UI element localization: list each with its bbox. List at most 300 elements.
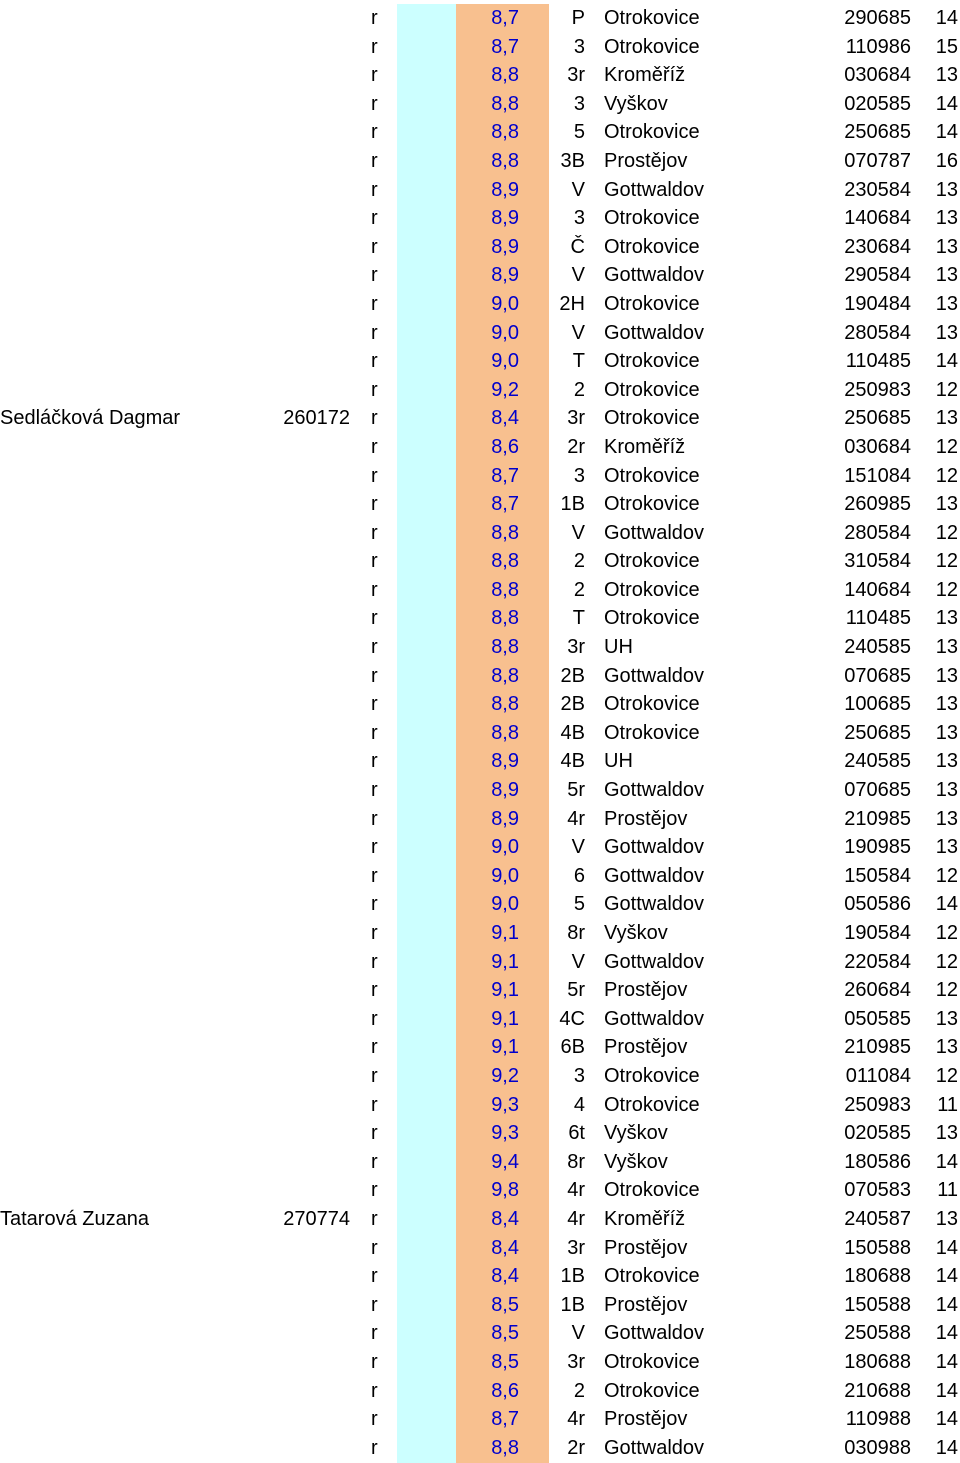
venue-city: Gottwaldov (604, 1007, 705, 1030)
table-row (0, 976, 960, 1005)
placement: 2 (573, 1379, 585, 1402)
athlete-age: 15 (935, 35, 958, 58)
venue-city: Vyškov (604, 1122, 668, 1145)
athlete-age: 14 (935, 1150, 958, 1173)
record-type: r (371, 521, 378, 544)
table-row (0, 33, 960, 62)
result-time: 8,8 (491, 64, 519, 87)
athlete-age: 12 (935, 578, 958, 601)
record-type: r (371, 7, 378, 29)
table-row (0, 204, 960, 233)
event-date: 050586 (844, 893, 911, 916)
athlete-age: 14 (935, 893, 958, 916)
venue-city: Kroměříž (604, 435, 686, 458)
record-type: r (371, 1265, 378, 1288)
event-date: 230684 (844, 235, 911, 258)
record-type: r (371, 1236, 378, 1259)
placement: 3r (567, 64, 585, 87)
birth-date: 260172 (283, 407, 350, 430)
result-time: 9,1 (491, 1007, 519, 1030)
result-time: 8,7 (491, 7, 519, 29)
athlete-age: 13 (935, 693, 958, 716)
event-date: 011084 (845, 1064, 911, 1087)
result-time: 8,7 (491, 493, 519, 516)
results-table (0, 4, 960, 1462)
event-date: 250983 (844, 1093, 911, 1116)
result-time: 8,5 (491, 1293, 519, 1316)
placement: 6 (573, 864, 585, 887)
athlete-age: 14 (935, 1293, 958, 1316)
venue-city: Otrokovice (604, 550, 700, 573)
result-time: 8,9 (491, 178, 519, 201)
placement: 3 (573, 207, 585, 230)
result-time: 8,8 (491, 92, 519, 115)
result-time: 8,5 (491, 1322, 519, 1345)
result-time: 9,1 (491, 950, 519, 973)
record-type: r (371, 207, 378, 230)
athlete-age: 14 (935, 1408, 958, 1431)
athlete-age: 12 (935, 922, 958, 944)
venue-city: Gottwaldov (604, 664, 705, 687)
placement: V (571, 950, 585, 973)
table-row (0, 90, 960, 119)
athlete-age: 12 (935, 864, 958, 887)
placement: 6t (568, 1122, 585, 1145)
placement: T (572, 607, 585, 630)
record-type: r (371, 149, 378, 172)
record-type: r (371, 235, 378, 258)
table-row (0, 4, 960, 33)
event-date: 180688 (844, 1265, 911, 1288)
athlete-age: 16 (935, 149, 958, 172)
athlete-age: 13 (935, 721, 958, 744)
table-row (0, 433, 960, 462)
table-row (0, 1033, 960, 1062)
record-type: r (371, 264, 378, 287)
placement: V (571, 264, 585, 287)
record-type: r (371, 121, 378, 144)
venue-city: Gottwaldov (604, 264, 705, 287)
athlete-age: 14 (935, 1265, 958, 1288)
placement: 2 (573, 578, 585, 601)
venue-city: Otrokovice (604, 1064, 700, 1087)
placement: Č (570, 235, 585, 258)
record-type: r (371, 1207, 378, 1230)
athlete-age: 12 (935, 378, 958, 401)
placement: V (571, 178, 585, 201)
venue-city: Gottwaldov (604, 864, 705, 887)
athlete-age: 14 (935, 1436, 958, 1459)
table-row (0, 747, 960, 776)
record-type: r (371, 721, 378, 744)
event-date: 240587 (844, 1207, 911, 1230)
event-date: 250685 (844, 121, 911, 144)
athlete-age: 12 (935, 1064, 958, 1087)
event-date: 050585 (844, 1007, 911, 1030)
result-time: 9,1 (491, 1036, 519, 1059)
result-time: 9,0 (491, 864, 519, 887)
event-date: 150588 (844, 1293, 911, 1316)
result-time: 8,8 (491, 1436, 519, 1459)
venue-city: Otrokovice (604, 578, 700, 601)
placement: V (571, 1322, 585, 1345)
result-time: 8,8 (491, 721, 519, 744)
table-row (0, 1148, 960, 1177)
athlete-age: 13 (935, 607, 958, 630)
athlete-age: 13 (935, 836, 958, 859)
placement: 4B (560, 721, 585, 744)
record-type: r (371, 350, 378, 373)
result-time: 9,0 (491, 321, 519, 344)
event-date: 190584 (844, 922, 911, 944)
result-time: 8,4 (491, 407, 519, 430)
result-time: 9,1 (491, 979, 519, 1002)
venue-city: Prostějov (604, 979, 688, 1002)
athlete-age: 14 (935, 1379, 958, 1402)
athlete-age: 14 (935, 1236, 958, 1259)
record-type: r (371, 636, 378, 659)
placement: 2 (573, 550, 585, 573)
placement: 4r (567, 1179, 585, 1202)
athlete-age: 13 (935, 779, 958, 802)
venue-city: Otrokovice (604, 207, 700, 230)
athlete-age: 13 (935, 493, 958, 516)
athlete-age: 13 (935, 235, 958, 258)
table-row (0, 61, 960, 90)
record-type: r (371, 35, 378, 58)
athlete-age: 14 (935, 1350, 958, 1373)
athlete-age: 13 (935, 636, 958, 659)
result-time: 8,9 (491, 750, 519, 773)
table-row (0, 462, 960, 491)
event-date: 070583 (844, 1179, 911, 1202)
result-time: 8,9 (491, 207, 519, 230)
venue-city: Otrokovice (604, 1265, 700, 1288)
venue-city: Gottwaldov (604, 521, 705, 544)
event-date: 240585 (844, 750, 911, 773)
athlete-age: 12 (935, 435, 958, 458)
record-type: r (371, 893, 378, 916)
venue-city: Kroměříž (604, 1207, 686, 1230)
venue-city: Otrokovice (604, 1179, 700, 1202)
placement: 2B (560, 664, 585, 687)
placement: 4C (559, 1007, 585, 1030)
venue-city: Otrokovice (604, 493, 700, 516)
record-type: r (371, 1408, 378, 1431)
table-row (0, 261, 960, 290)
venue-city: Prostějov (604, 1293, 688, 1316)
record-type: r (371, 1036, 378, 1059)
placement: 1B (560, 1293, 585, 1316)
venue-city: Otrokovice (604, 378, 700, 401)
athlete-age: 13 (935, 207, 958, 230)
table-row (0, 490, 960, 519)
result-time: 9,8 (491, 1179, 519, 1202)
record-type: r (371, 1293, 378, 1316)
record-type: r (371, 64, 378, 87)
record-type: r (371, 807, 378, 830)
event-date: 151084 (844, 464, 911, 487)
table-row (0, 1319, 960, 1348)
placement: 4 (573, 1093, 585, 1116)
athlete-age: 13 (935, 750, 958, 773)
athlete-age: 13 (935, 321, 958, 344)
event-date: 210985 (844, 1036, 911, 1059)
placement: 4B (560, 750, 585, 773)
event-date: 110988 (845, 1408, 911, 1431)
table-row (0, 1005, 960, 1034)
event-date: 290584 (844, 264, 911, 287)
table-row (0, 805, 960, 834)
placement: 5r (567, 779, 585, 802)
athlete-age: 13 (935, 1207, 958, 1230)
event-date: 020585 (844, 92, 911, 115)
record-type: r (371, 292, 378, 315)
record-type: r (371, 750, 378, 773)
venue-city: Otrokovice (604, 1379, 700, 1402)
venue-city: Gottwaldov (604, 779, 705, 802)
table-row (0, 1291, 960, 1320)
athlete-age: 13 (935, 264, 958, 287)
event-date: 070787 (844, 149, 911, 172)
athlete-age: 13 (935, 1007, 958, 1030)
result-time: 8,7 (491, 35, 519, 58)
placement: 2r (567, 435, 585, 458)
result-time: 8,9 (491, 807, 519, 830)
event-date: 250685 (844, 407, 911, 430)
athlete-age: 14 (935, 92, 958, 115)
event-date: 110986 (845, 35, 911, 58)
result-time: 8,4 (491, 1265, 519, 1288)
event-date: 140684 (844, 207, 911, 230)
venue-city: Otrokovice (604, 292, 700, 315)
result-time: 8,9 (491, 235, 519, 258)
table-row (0, 604, 960, 633)
venue-city: Prostějov (604, 1236, 688, 1259)
result-time: 9,0 (491, 893, 519, 916)
placement: 3r (567, 1236, 585, 1259)
athlete-name: Sedláčková Dagmar (0, 407, 181, 430)
table-row (0, 690, 960, 719)
venue-city: Gottwaldov (604, 836, 705, 859)
venue-city: UH (604, 636, 633, 659)
placement: 2B (560, 693, 585, 716)
result-time: 8,8 (491, 636, 519, 659)
athlete-age: 13 (935, 807, 958, 830)
record-type: r (371, 779, 378, 802)
table-row (0, 290, 960, 319)
event-date: 030684 (844, 435, 911, 458)
event-date: 070685 (844, 664, 911, 687)
venue-city: Otrokovice (604, 350, 700, 373)
venue-city: Gottwaldov (604, 321, 705, 344)
event-date: 240585 (844, 636, 911, 659)
record-type: r (371, 321, 378, 344)
record-type: r (371, 1122, 378, 1145)
table-row (0, 404, 960, 433)
placement: 3r (567, 407, 585, 430)
result-time: 9,2 (491, 378, 519, 401)
event-date: 220584 (844, 950, 911, 973)
result-time: 8,4 (491, 1236, 519, 1259)
event-date: 250588 (844, 1322, 911, 1345)
venue-city: Prostějov (604, 1408, 688, 1431)
record-type: r (371, 178, 378, 201)
venue-city: Otrokovice (604, 1093, 700, 1116)
record-type: r (371, 464, 378, 487)
event-date: 250685 (844, 721, 911, 744)
placement: 2H (559, 292, 585, 315)
venue-city: Prostějov (604, 807, 688, 830)
placement: 2r (567, 1436, 585, 1459)
table-row (0, 948, 960, 977)
venue-city: Otrokovice (604, 464, 700, 487)
event-date: 250983 (844, 378, 911, 401)
event-date: 210688 (844, 1379, 911, 1402)
result-time: 8,8 (491, 607, 519, 630)
result-time: 8,8 (491, 550, 519, 573)
event-date: 280584 (844, 321, 911, 344)
athlete-age: 12 (935, 521, 958, 544)
placement: 6B (560, 1036, 585, 1059)
athlete-age: 11 (937, 1093, 958, 1116)
table-row (0, 1091, 960, 1120)
placement: 5r (567, 979, 585, 1002)
table-row (0, 1062, 960, 1091)
event-date: 030684 (844, 64, 911, 87)
table-row (0, 1176, 960, 1205)
record-type: r (371, 1150, 378, 1173)
result-time: 9,3 (491, 1093, 519, 1116)
event-date: 260684 (844, 979, 911, 1002)
placement: 4r (567, 1408, 585, 1431)
event-date: 180688 (844, 1350, 911, 1373)
result-time: 8,8 (491, 521, 519, 544)
record-type: r (371, 578, 378, 601)
event-date: 260985 (844, 493, 911, 516)
placement: 8r (567, 1150, 585, 1173)
record-type: r (371, 864, 378, 887)
venue-city: Kroměříž (604, 64, 686, 87)
result-time: 8,7 (491, 464, 519, 487)
result-time: 8,4 (491, 1207, 519, 1230)
table-row (0, 519, 960, 548)
placement: 3 (573, 35, 585, 58)
result-time: 8,7 (491, 1408, 519, 1431)
venue-city: Otrokovice (604, 1350, 700, 1373)
result-time: 8,9 (491, 779, 519, 802)
table-row (0, 1119, 960, 1148)
venue-city: Otrokovice (604, 35, 700, 58)
result-time: 8,8 (491, 149, 519, 172)
athlete-age: 13 (935, 664, 958, 687)
birth-date: 270774 (283, 1207, 350, 1230)
record-type: r (371, 435, 378, 458)
venue-city: Otrokovice (604, 235, 700, 258)
placement: 3 (573, 1064, 585, 1087)
result-time: 9,1 (491, 922, 519, 944)
venue-city: Otrokovice (604, 121, 700, 144)
record-type: r (371, 378, 378, 401)
table-row (0, 147, 960, 176)
venue-city: Vyškov (604, 1150, 668, 1173)
record-type: r (371, 836, 378, 859)
table-row (0, 319, 960, 348)
table-row (0, 919, 960, 948)
event-date: 030988 (844, 1436, 911, 1459)
event-date: 190484 (844, 292, 911, 315)
record-type: r (371, 1322, 378, 1345)
athlete-age: 13 (935, 64, 958, 87)
record-type: r (371, 493, 378, 516)
venue-city: Vyškov (604, 922, 668, 944)
placement: 8r (567, 922, 585, 944)
venue-city: Gottwaldov (604, 893, 705, 916)
venue-city: Prostějov (604, 1036, 688, 1059)
table-row (0, 1434, 960, 1463)
result-time: 9,4 (491, 1150, 519, 1173)
placement: 5 (573, 893, 585, 916)
event-date: 190985 (844, 836, 911, 859)
record-type: r (371, 407, 378, 430)
event-date: 110485 (845, 607, 911, 630)
placement: 2 (573, 378, 585, 401)
table-row (0, 376, 960, 405)
placement: 4r (567, 1207, 585, 1230)
table-row (0, 1377, 960, 1406)
event-date: 310584 (844, 550, 911, 573)
result-time: 8,5 (491, 1350, 519, 1373)
table-row (0, 347, 960, 376)
event-date: 210985 (844, 807, 911, 830)
placement: 1B (560, 1265, 585, 1288)
placement: P (571, 7, 585, 29)
event-date: 020585 (844, 1122, 911, 1145)
placement: 3r (567, 1350, 585, 1373)
event-date: 280584 (844, 521, 911, 544)
result-time: 8,8 (491, 664, 519, 687)
venue-city: Vyškov (604, 92, 668, 115)
table-row (0, 547, 960, 576)
venue-city: Prostějov (604, 149, 688, 172)
placement: 3 (573, 464, 585, 487)
result-time: 9,0 (491, 350, 519, 373)
table-row (0, 233, 960, 262)
placement: V (571, 521, 585, 544)
athlete-age: 12 (935, 950, 958, 973)
athlete-age: 14 (935, 7, 958, 29)
venue-city: Gottwaldov (604, 950, 705, 973)
event-date: 110485 (845, 350, 911, 373)
record-type: r (371, 693, 378, 716)
table-row (0, 118, 960, 147)
table-row (0, 576, 960, 605)
table-row (0, 633, 960, 662)
placement: 1B (560, 493, 585, 516)
table-row (0, 890, 960, 919)
record-type: r (371, 1064, 378, 1087)
athlete-age: 14 (935, 121, 958, 144)
athlete-age: 11 (937, 1179, 958, 1202)
result-time: 8,6 (491, 1379, 519, 1402)
result-time: 8,9 (491, 264, 519, 287)
venue-city: Otrokovice (604, 693, 700, 716)
venue-city: Otrokovice (604, 7, 700, 29)
placement: 5 (573, 121, 585, 144)
record-type: r (371, 979, 378, 1002)
venue-city: Otrokovice (604, 721, 700, 744)
athlete-age: 12 (935, 550, 958, 573)
